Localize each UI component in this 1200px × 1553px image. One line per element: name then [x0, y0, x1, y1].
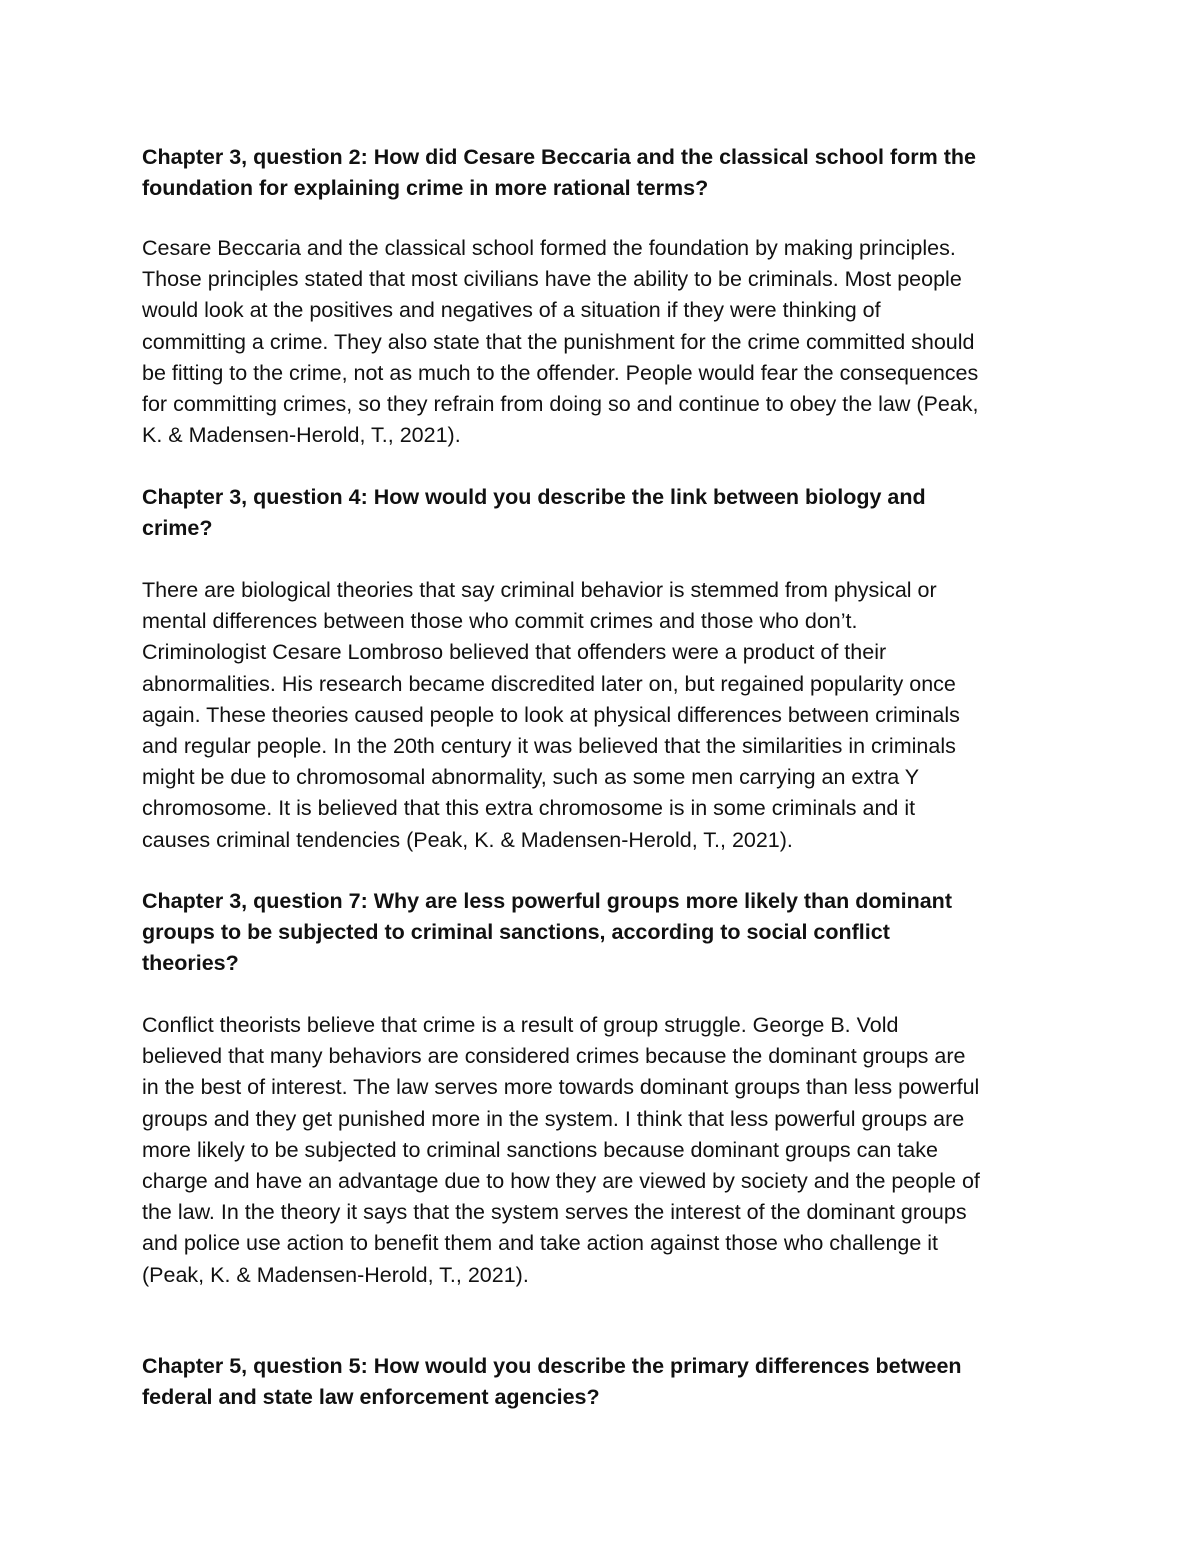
- answer-line: believed that many behaviors are considered crimes because the dominant groups are: [142, 1044, 966, 1069]
- answer-line: mental differences between those who commit crimes and those who don’t.: [142, 609, 858, 634]
- question-heading-2: [142, 482, 1072, 544]
- question-heading-1: [142, 142, 1072, 204]
- answer-line: and regular people. In the 20th century it was believed that the similarities in criminals: [142, 734, 956, 759]
- answer-paragraph-1: [142, 233, 1072, 451]
- answer-line: be fitting to the crime, not as much to the offender. People would fear the consequences: [142, 360, 979, 385]
- question-heading-4: [142, 1351, 1072, 1413]
- question-line: federal and state law enforcement agencies?: [142, 1385, 600, 1410]
- answer-line: and police use action to benefit them and take action against those who challenge it: [142, 1231, 939, 1256]
- answer-line: committing a crime. They also state that the punishment for the crime committed should: [142, 329, 975, 354]
- question-line: Chapter 5, question 5: How would you describe the primary differences between: [142, 1354, 962, 1378]
- answer-line: (Peak, K. & Madensen-Herold, T., 2021).: [142, 1262, 529, 1287]
- question-heading-3: [142, 886, 1072, 980]
- answer-line: would look at the positives and negatives of a situation if they were thinking of: [142, 298, 881, 323]
- answer-line: Those principles stated that most civilians have the ability to be criminals. Most people: [142, 267, 962, 292]
- answer-line: chromosome. It is believed that this extra chromosome is in some criminals and it: [142, 796, 916, 821]
- question-line: Chapter 3, question 2: How did Cesare Beccaria and the classical school form the: [142, 145, 976, 169]
- answer-line: might be due to chromosomal abnormality, such as some men carrying an extra Y: [142, 765, 920, 790]
- answer-line: Cesare Beccaria and the classical school formed the foundation by making principles.: [142, 236, 956, 260]
- answer-line: Criminologist Cesare Lombroso believed that offenders were a product of their: [142, 640, 887, 665]
- answer-line: causes criminal tendencies (Peak, K. & Madensen-Herold, T., 2021).: [142, 827, 793, 852]
- question-line: foundation for explaining crime in more rational terms?: [142, 176, 709, 201]
- answer-line: charge and have an advantage due to how they are viewed by society and the people of: [142, 1169, 980, 1194]
- answer-line: Conflict theorists believe that crime is a result of group struggle. George B. Vold: [142, 1013, 899, 1037]
- answer-line: There are biological theories that say criminal behavior is stemmed from physical or: [142, 578, 937, 602]
- answer-line: K. & Madensen-Herold, T., 2021).: [142, 423, 461, 448]
- question-line: theories?: [142, 951, 239, 976]
- answer-line: in the best of interest. The law serves more towards dominant groups than less powerful: [142, 1075, 980, 1100]
- answer-line: again. These theories caused people to look at physical differences between criminals: [142, 702, 960, 727]
- question-line: crime?: [142, 516, 213, 541]
- question-line: Chapter 3, question 4: How would you describe the link between biology and: [142, 485, 926, 509]
- answer-line: more likely to be subjected to criminal sanctions because dominant groups can take: [142, 1137, 938, 1162]
- answer-line: abnormalities. His research became discredited later on, but regained popularity once: [142, 671, 956, 696]
- question-line: Chapter 3, question 7: Why are less powerful groups more likely than dominant: [142, 889, 952, 913]
- answer-line: the law. In the theory it says that the system serves the interest of the dominant groups: [142, 1200, 967, 1225]
- answer-paragraph-3: [142, 1010, 1072, 1291]
- answer-paragraph-2: [142, 575, 1072, 856]
- answer-line: for committing crimes, so they refrain from doing so and continue to obey the law (Peak,: [142, 392, 979, 417]
- answer-line: groups and they get punished more in the system. I think that less powerful groups are: [142, 1106, 965, 1131]
- question-line: groups to be subjected to criminal sanctions, according to social conflict: [142, 920, 890, 945]
